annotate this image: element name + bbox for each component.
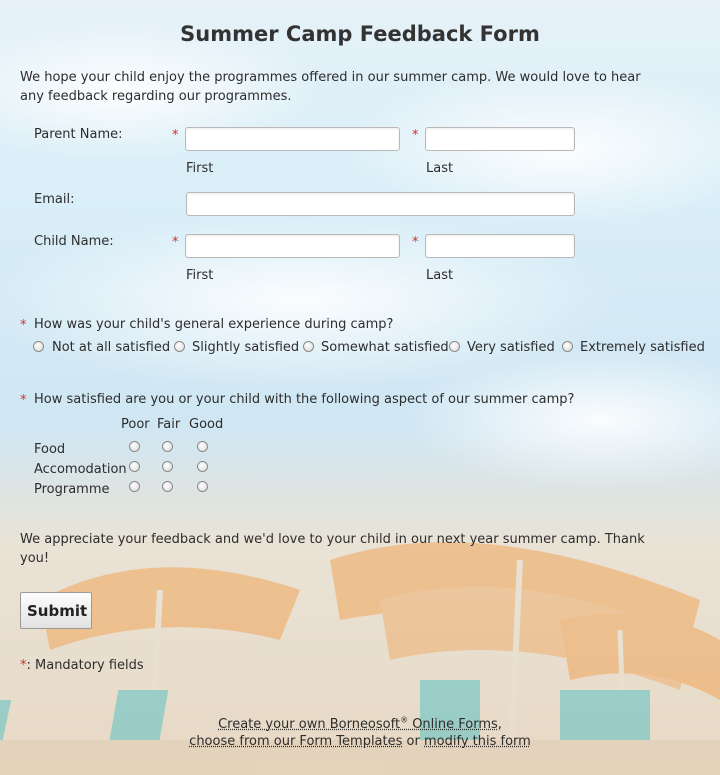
required-mark: * xyxy=(172,128,179,143)
required-mark: * xyxy=(20,393,27,408)
experience-option-label: Extremely satisfied xyxy=(580,340,705,355)
child-name-label: Child Name: xyxy=(34,234,114,249)
child-first-sublabel: First xyxy=(186,268,214,283)
email-input[interactable] xyxy=(186,192,575,216)
required-mark: * xyxy=(412,235,419,250)
parent-last-sublabel: Last xyxy=(426,161,454,176)
food-poor-radio[interactable] xyxy=(129,441,140,452)
modify-form-link[interactable]: modify this form xyxy=(424,734,531,749)
create-forms-link[interactable]: Create your own Borneosoft® Online Forms, xyxy=(218,716,502,733)
form-templates-link[interactable]: choose from our Form Templates xyxy=(189,734,403,749)
matrix-column-fair: Fair xyxy=(157,417,181,432)
programme-good-radio[interactable] xyxy=(197,481,208,492)
child-last-sublabel: Last xyxy=(426,268,454,283)
aspects-question: How satisfied are you or your child with the following aspect of our summer camp? xyxy=(34,392,575,407)
footer-line-2 xyxy=(0,734,720,749)
closing-text: We appreciate your feedback and we'd love to your child in our next year summer camp. Thank you! xyxy=(20,532,645,566)
experience-option-label: Very satisfied xyxy=(467,340,555,355)
programme-poor-radio[interactable] xyxy=(129,481,140,492)
experience-option-label: Slightly satisfied xyxy=(192,340,300,355)
parent-last-name-input[interactable] xyxy=(425,127,575,151)
required-mark: * xyxy=(172,235,179,250)
experience-radio-slightly[interactable] xyxy=(174,341,185,352)
matrix-column-poor: Poor xyxy=(121,417,150,432)
mandatory-note-text: : Mandatory fields xyxy=(26,658,144,673)
programme-fair-radio[interactable] xyxy=(162,481,173,492)
parent-first-sublabel: First xyxy=(186,161,214,176)
experience-radio-extremely[interactable] xyxy=(562,341,573,352)
required-mark: * xyxy=(20,658,27,673)
email-label: Email: xyxy=(34,192,75,207)
registered-mark: ® xyxy=(400,716,409,725)
food-fair-radio[interactable] xyxy=(162,441,173,452)
accomodation-fair-radio[interactable] xyxy=(162,461,173,472)
experience-question: How was your child's general experience during camp? xyxy=(34,317,394,332)
matrix-row-programme: Programme xyxy=(34,482,110,497)
experience-radio-very[interactable] xyxy=(449,341,460,352)
matrix-row-accomodation: Accomodation xyxy=(34,462,127,477)
matrix-column-good: Good xyxy=(189,417,224,432)
experience-radio-somewhat[interactable] xyxy=(303,341,314,352)
parent-name-label: Parent Name: xyxy=(34,127,123,142)
child-first-name-input[interactable] xyxy=(185,234,400,258)
form-title: Summer Camp Feedback Form xyxy=(180,22,540,46)
accomodation-poor-radio[interactable] xyxy=(129,461,140,472)
parent-first-name-input[interactable] xyxy=(185,127,400,151)
experience-option-label: Not at all satisfied xyxy=(52,340,171,355)
required-mark: * xyxy=(412,128,419,143)
accomodation-good-radio[interactable] xyxy=(197,461,208,472)
experience-option-label: Somewhat satisfied xyxy=(321,340,449,355)
child-last-name-input[interactable] xyxy=(425,234,575,258)
matrix-row-food: Food xyxy=(34,442,66,457)
required-mark: * xyxy=(20,318,27,333)
footer-line-1 xyxy=(0,716,720,732)
food-good-radio[interactable] xyxy=(197,441,208,452)
form-intro: We hope your child enjoy the programmes offered in our summer camp. We would love to hear any feedback regarding our programmes. xyxy=(20,70,641,104)
footer-or: or xyxy=(406,734,420,749)
mandatory-note xyxy=(20,658,144,673)
submit-button[interactable]: Submit xyxy=(20,592,92,629)
experience-radio-not-at-all[interactable] xyxy=(33,341,44,352)
